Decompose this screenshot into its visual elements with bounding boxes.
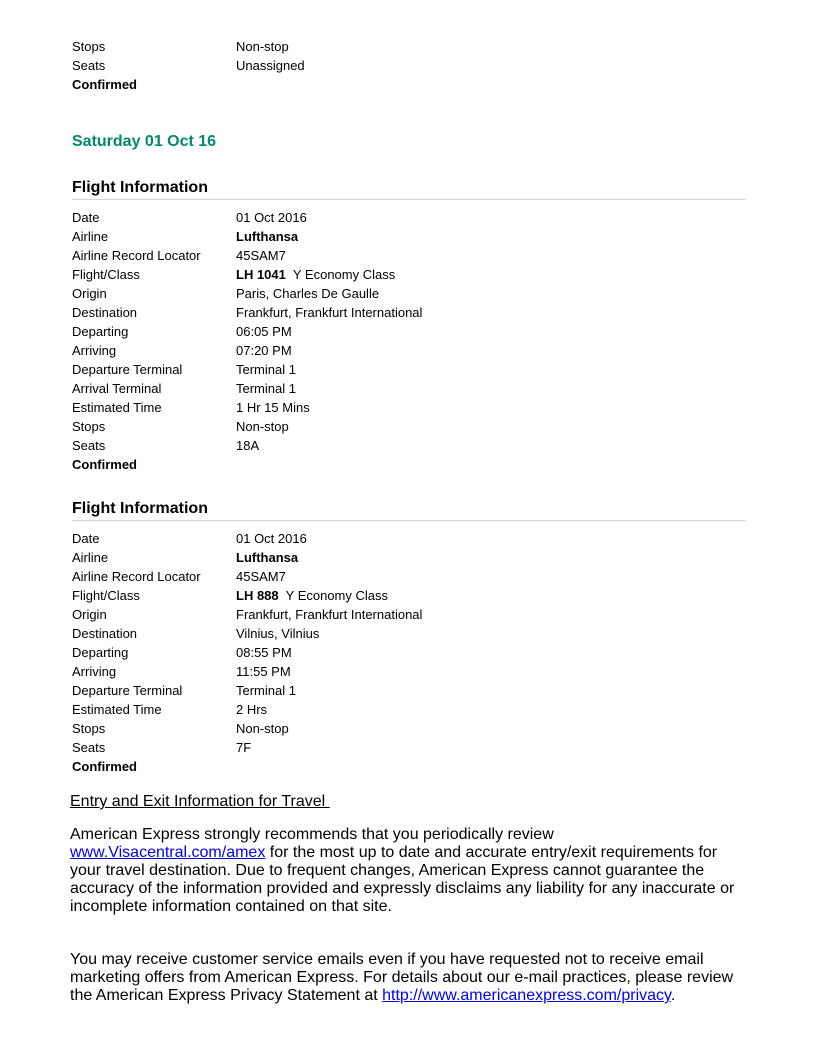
cabin-class: Y Economy Class bbox=[292, 267, 396, 282]
flight-section-title: Flight Information bbox=[72, 179, 208, 196]
row-label: Origin bbox=[72, 286, 107, 301]
row-value: Paris, Charles De Gaulle bbox=[236, 286, 380, 301]
row-value: 06:05 PM bbox=[236, 324, 292, 339]
row-label: Date bbox=[72, 531, 100, 546]
row-label: Destination bbox=[72, 305, 138, 320]
airline-name: Lufthansa bbox=[236, 550, 299, 565]
row-value: 1 Hr 15 Mins bbox=[236, 400, 310, 415]
row-label: Arriving bbox=[72, 343, 117, 358]
paragraph-text: You may receive customer service emails even if you have requested not to receive email marketing offers from American Express. For details about our e-mail practices, please review the American Express Privacy Statement at bbox=[70, 951, 734, 1004]
row-value: Vilnius, Vilnius bbox=[236, 626, 320, 641]
row-value: Terminal 1 bbox=[236, 381, 296, 396]
row-value: Terminal 1 bbox=[236, 683, 296, 698]
row-value: 7F bbox=[236, 740, 252, 755]
entry-exit-paragraph bbox=[70, 826, 750, 916]
entry-exit-title: Entry and Exit Information for Travel bbox=[70, 793, 330, 810]
day-heading: Saturday 01 Oct 16 bbox=[72, 133, 217, 150]
privacy-paragraph bbox=[70, 951, 750, 1005]
flight-number: LH 888 bbox=[236, 588, 279, 603]
row-value: Non-stop bbox=[236, 721, 289, 736]
row-label: Estimated Time bbox=[72, 400, 162, 415]
flight-section-title: Flight Information bbox=[72, 500, 208, 517]
row-value: 11:55 PM bbox=[236, 664, 291, 679]
cabin-class: Y Economy Class bbox=[285, 588, 388, 603]
row-label: Departing bbox=[72, 324, 129, 339]
row-label: Destination bbox=[72, 626, 138, 641]
row-label: Arrival Terminal bbox=[72, 381, 162, 396]
row-label: Departing bbox=[72, 645, 129, 660]
row-label: Departure Terminal bbox=[72, 683, 183, 698]
section-divider bbox=[72, 199, 746, 200]
row-label: Seats bbox=[72, 438, 106, 453]
record-locator: 45SAM7 bbox=[236, 248, 286, 263]
row-label: Stops bbox=[72, 721, 106, 736]
row-value: 07:20 PM bbox=[236, 343, 292, 358]
row-label: Origin bbox=[72, 607, 107, 622]
airline-name: Lufthansa bbox=[236, 229, 299, 244]
paragraph-text: . bbox=[670, 987, 676, 1004]
booking-status: Confirmed bbox=[72, 759, 137, 774]
flight-number: LH 1041 bbox=[236, 267, 286, 282]
booking-status: Confirmed bbox=[72, 457, 137, 472]
row-label: Date bbox=[72, 210, 100, 225]
row-label: Departure Terminal bbox=[72, 362, 183, 377]
row-value: 01 Oct 2016 bbox=[236, 531, 307, 546]
row-value: Non-stop bbox=[236, 39, 289, 54]
flight-class-value bbox=[236, 586, 388, 605]
row-label: Arriving bbox=[72, 664, 117, 679]
row-value: Terminal 1 bbox=[236, 362, 296, 377]
row-label: Stops bbox=[72, 419, 106, 434]
row-label: Stops bbox=[72, 39, 106, 54]
record-locator: 45SAM7 bbox=[236, 569, 286, 584]
flight-class-value bbox=[236, 265, 395, 284]
row-value: 01 Oct 2016 bbox=[236, 210, 307, 225]
row-label: Flight/Class bbox=[72, 267, 140, 282]
row-label: Airline bbox=[72, 229, 109, 244]
row-value: Frankfurt, Frankfurt International bbox=[236, 607, 423, 622]
row-value: Frankfurt, Frankfurt International bbox=[236, 305, 423, 320]
row-label: Airline Record Locator bbox=[72, 569, 201, 584]
row-label: Flight/Class bbox=[72, 588, 140, 603]
row-label: Seats bbox=[72, 740, 106, 755]
row-value: Unassigned bbox=[236, 58, 305, 73]
paragraph-text: American Express strongly recommends that you periodically review bbox=[70, 826, 554, 843]
visacentral-link[interactable]: www.Visacentral.com/amex bbox=[70, 844, 266, 861]
row-value: Non-stop bbox=[236, 419, 289, 434]
privacy-link[interactable]: http://www.americanexpress.com/privacy bbox=[382, 987, 671, 1004]
paragraph-text: for the most up to date and accurate entry/exit requirements for your travel destination. Due to frequent changes, American Express cannot guarantee the accuracy of the information provided and expressly disclaims any liability for any inaccurate or incomplete information contained on that site. bbox=[70, 844, 735, 915]
row-label: Airline bbox=[72, 550, 109, 565]
row-label: Seats bbox=[72, 58, 106, 73]
section-divider bbox=[72, 520, 746, 521]
row-value: 2 Hrs bbox=[236, 702, 268, 717]
booking-status: Confirmed bbox=[72, 77, 137, 92]
row-label: Airline Record Locator bbox=[72, 248, 201, 263]
row-value: 08:55 PM bbox=[236, 645, 292, 660]
row-value: 18A bbox=[236, 438, 260, 453]
row-label: Estimated Time bbox=[72, 702, 162, 717]
